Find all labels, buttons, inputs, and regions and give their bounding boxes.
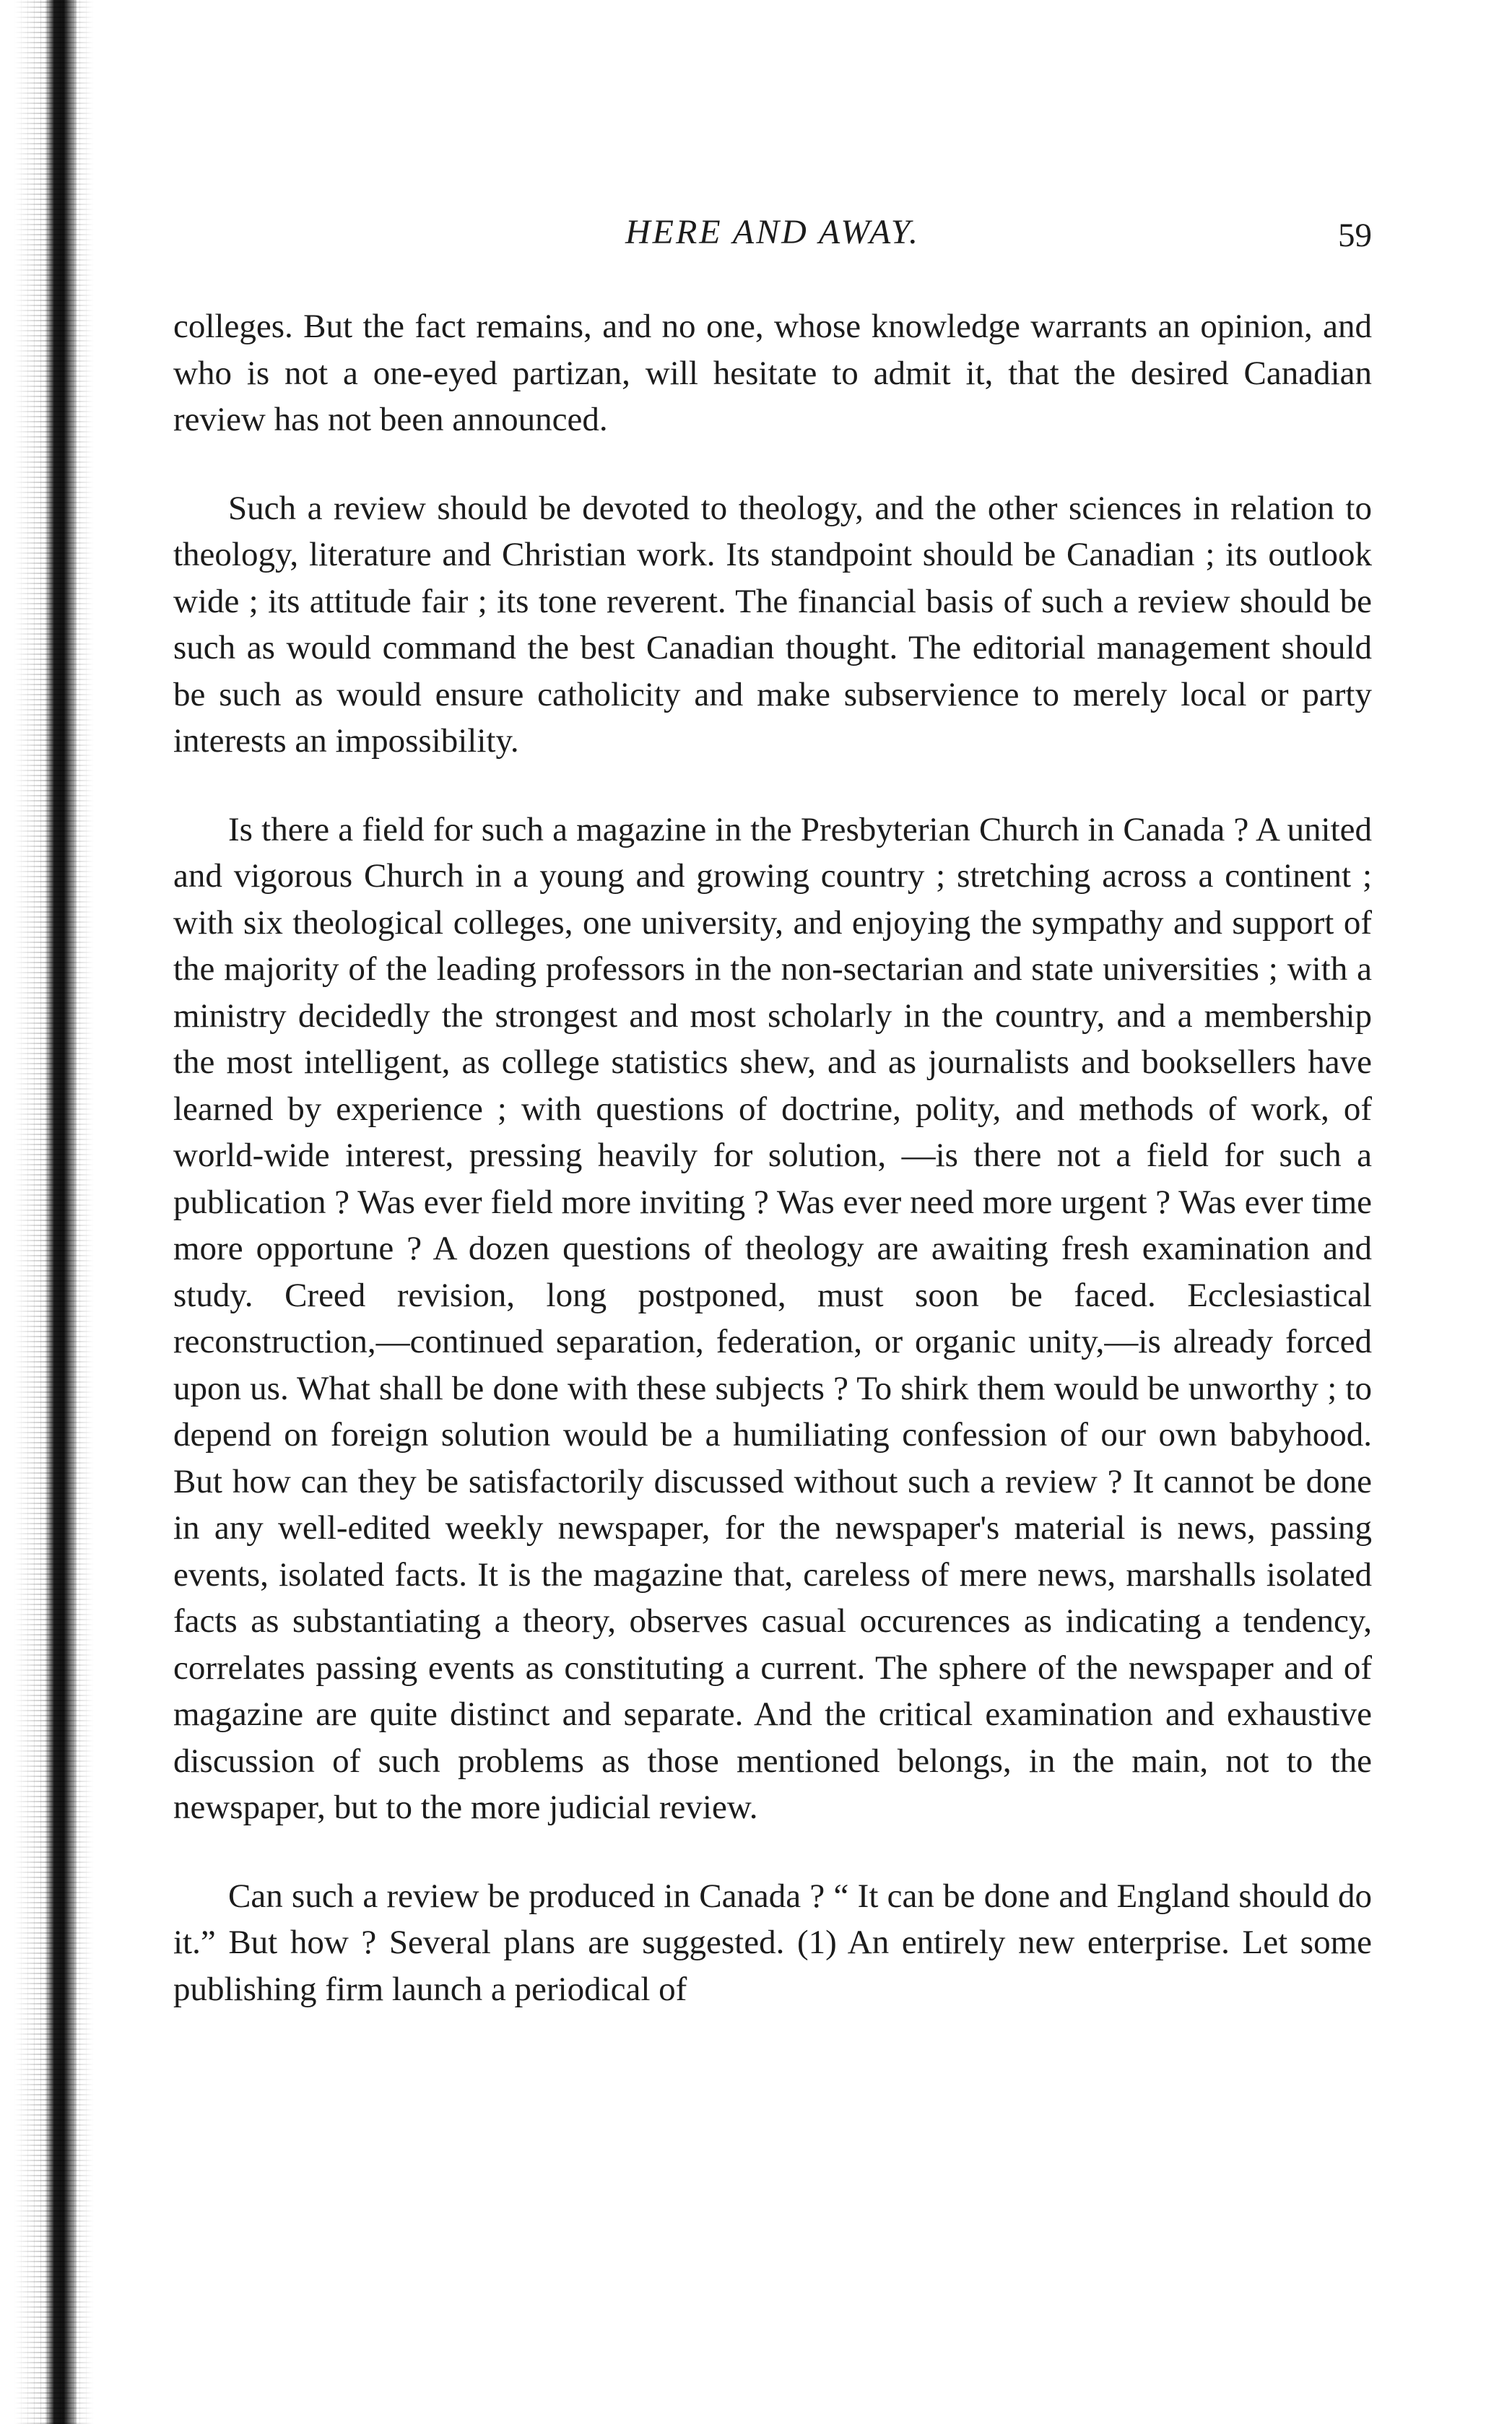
binding-texture (14, 0, 94, 2424)
paragraph: Can such a review be produced in Canada ? “ It can be done and England should do it.” But how ? Several plans are suggested. (1) An entirely new enterprise. Let some publishing firm launch a periodical of (173, 1877, 1372, 2008)
page-number: 59 (1338, 217, 1372, 254)
running-title: HERE AND AWAY. (625, 213, 921, 251)
book-binding-edge (0, 0, 101, 2424)
text-body (173, 303, 1372, 2012)
paragraph-continued: colleges. But the fact remains, and no one, whose knowledge warrants an opinion, and who is not a one-eyed partizan, will hesitate to admit it, that the desired Canadian review has not been announced. (173, 308, 1372, 438)
paragraph: Such a review should be devoted to theology, and the other sciences in relation to theology, literature and Christian work. Its standpoint should be Canadian ; its outlook wide ; its attitude fair ; its tone reverent. The financial basis of such a review should be such as would command the best Canadian thought. The editorial management should be such as would ensure catholicity and make subservience to merely local or party interests an impossibility. (173, 489, 1372, 760)
paragraph: Is there a field for such a magazine in the Presbyterian Church in Canada ? A united and vigorous Church in a young and growing country ; stretching across a continent ; with six theological colleges, one university, and enjoying the sympathy and support of the majority of the leading professors in the non-sectarian and state universities ; with a ministry decidedly the strongest and most scholarly in the country, and a membership the most intelligent, as college statistics shew, and as journalists and booksellers have learned by experience ; with questions of doctrine, polity, and methods of work, of world-wide interest, pressing heavily for solution, —is there not a field for such a publication ? Was ever field more inviting ? Was ever need more urgent ? Was ever time more opportune ? A dozen questions of theology are awaiting fresh examination and study. Creed revision, long postponed, must soon be faced. Ecclesiastical reconstruction,—continued separation, federation, or organic unity,—is already forced upon us. What shall be done with these subjects ? To shirk them would be unworthy ; to depend on foreign solution would be a humiliating confession of our own babyhood. But how can they be satisfactorily discussed without such a review ? It cannot be done in any well-edited weekly newspaper, for the newspaper's material is news, passing events, isolated facts. It is the magazine that, careless of mere news, marshalls isolated facts as substantiating a theory, observes casual occurences as indicating a tendency, correlates passing events as constituting a current. The sphere of the newspaper and of magazine are quite distinct and separate. And the critical examination and exhaustive discussion of such problems as those mentioned belongs, in the main, not to the newspaper, but to the more judicial review. (173, 810, 1372, 1826)
running-head (173, 211, 1372, 254)
